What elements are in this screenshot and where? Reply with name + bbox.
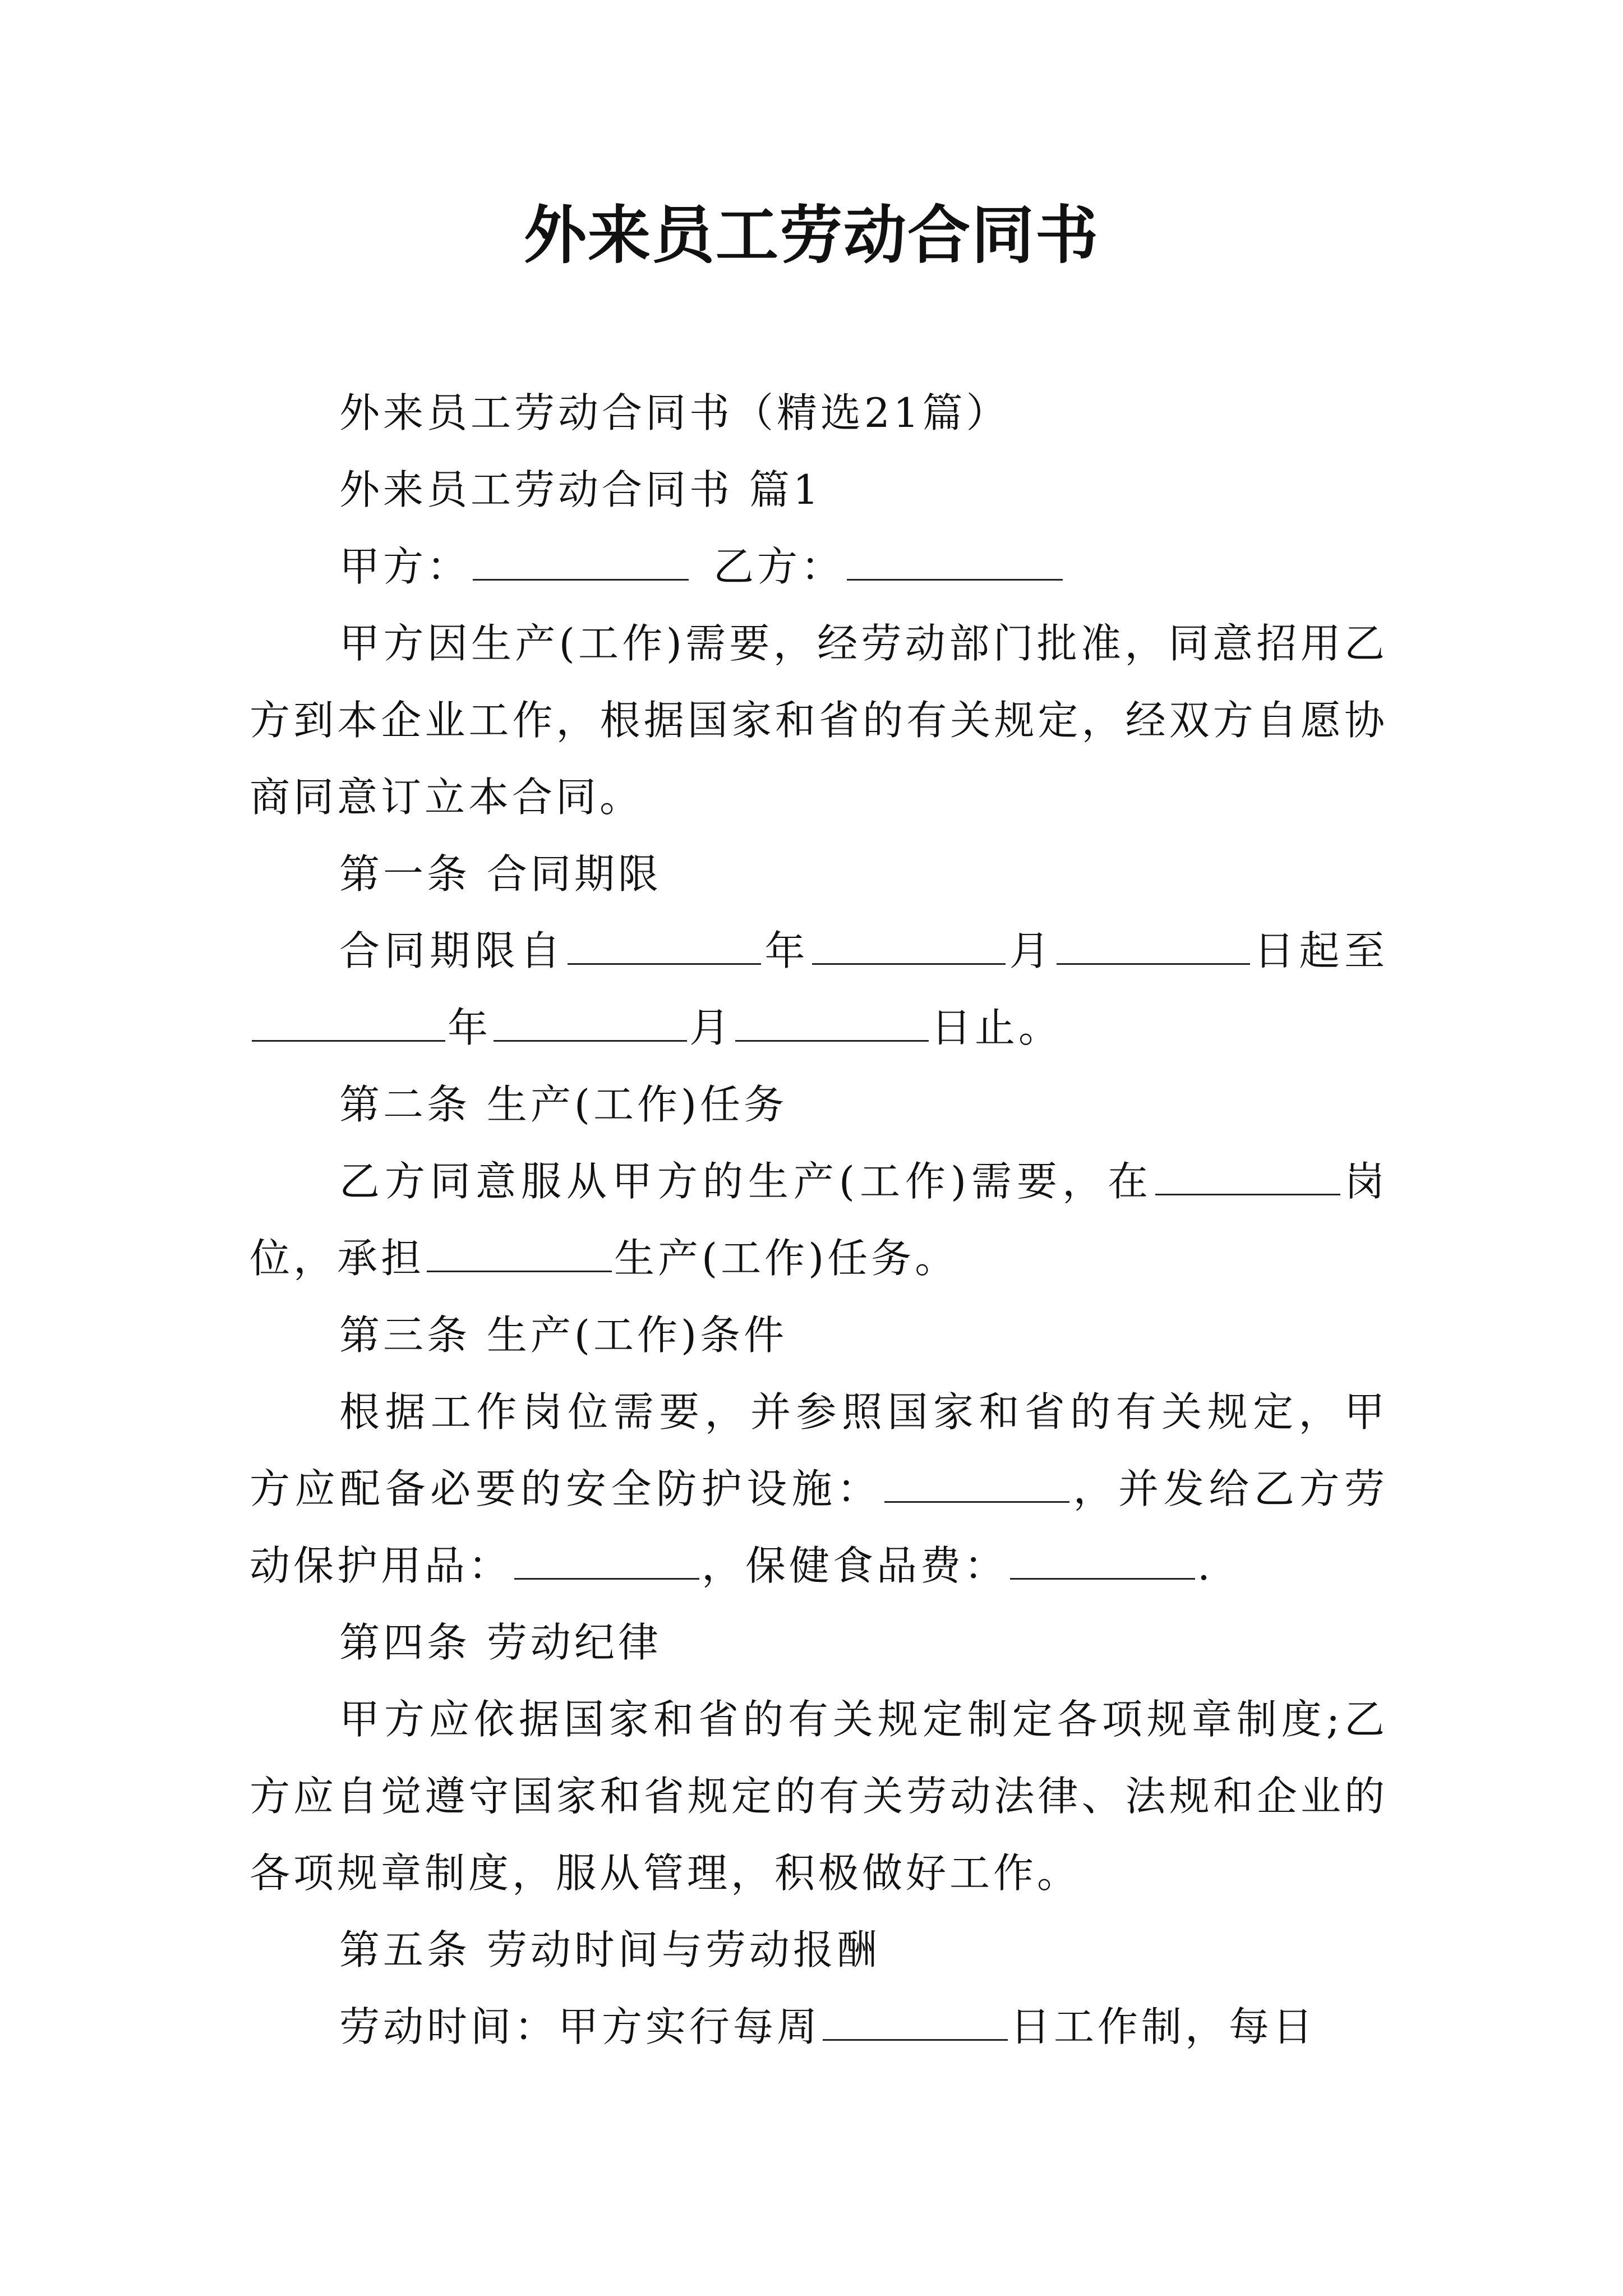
end-day-blank <box>735 1003 929 1042</box>
text-segment: 合同期限自 <box>339 927 565 974</box>
subtitle: 外来员工劳动合同书（精选21篇） <box>339 389 1010 436</box>
safety-facility-blank <box>884 1464 1069 1503</box>
text-segment: ，保健食品费： <box>702 1542 1008 1589</box>
protective-gear-blank <box>514 1541 699 1580</box>
section-2-heading: 第二条 生产(工作)任务 <box>339 1081 788 1128</box>
text-segment: 劳动时间：甲方实行每周 <box>339 2003 821 2050</box>
party-b-blank <box>847 542 1063 581</box>
section-3-heading: 第三条 生产(工作)条件 <box>339 1312 788 1359</box>
position-blank <box>1155 1157 1340 1195</box>
text-segment: 根据工作岗位需要，并参照国家和省的有关规定，甲方应配备必要的安全防护设施： <box>250 1388 1388 1512</box>
text-segment: . <box>1197 1542 1214 1589</box>
document-body <box>250 375 1388 2065</box>
health-food-fee-blank <box>1010 1541 1195 1580</box>
text-segment: 月 <box>1008 927 1055 974</box>
section-1-text <box>250 913 1388 1066</box>
end-month-blank <box>494 1003 687 1042</box>
start-year-blank <box>568 926 761 965</box>
document-title: 外来员工劳动合同书 <box>524 199 1099 272</box>
text-segment: 乙方同意服从甲方的生产(工作)需要，在 <box>339 1158 1153 1205</box>
text-segment: 年 <box>763 927 810 974</box>
text-segment: 日工作制，每日 <box>1010 2003 1317 2050</box>
section-5-heading: 第五条 劳动时间与劳动报酬 <box>339 1926 880 1973</box>
party-b-label: 乙方： <box>713 543 845 590</box>
text-segment: 年 <box>448 1004 492 1051</box>
section-5-text <box>250 1989 1388 2065</box>
text-segment: 日起至 <box>1252 927 1388 974</box>
party-a-blank <box>473 542 689 581</box>
text-segment: 岗位，承担 <box>250 1158 1388 1282</box>
text-segment: 生产(工作)任务。 <box>614 1235 959 1282</box>
work-days-blank <box>823 2002 1008 2041</box>
article-heading: 外来员工劳动合同书 篇1 <box>339 466 822 513</box>
text-segment: ，并发给乙方劳动保护用品： <box>250 1465 1388 1589</box>
task-blank <box>427 1234 612 1272</box>
start-day-blank <box>1057 926 1250 965</box>
start-month-blank <box>812 926 1006 965</box>
party-a-label: 甲方： <box>339 543 471 590</box>
end-year-blank <box>252 1003 445 1042</box>
text-segment: 日止。 <box>931 1004 1063 1051</box>
section-4-text: 甲方应依据国家和省的有关规定制定各项规章制度;乙方应自觉遵守国家和省规定的有关劳动法律、法规和企业的各项规章制度，服从管理，积极做好工作。 <box>250 1696 1388 1897</box>
section-3-text <box>250 1374 1388 1604</box>
text-segment: 月 <box>689 1004 734 1051</box>
parties-line <box>250 528 1388 605</box>
section-1-heading: 第一条 合同期限 <box>339 850 662 898</box>
section-4-heading: 第四条 劳动纪律 <box>339 1619 662 1666</box>
section-2-text <box>250 1143 1388 1297</box>
intro-paragraph: 甲方因生产(工作)需要，经劳动部门批准，同意招用乙方到本企业工作，根据国家和省的有关规定，经双方自愿协商同意订立本合同。 <box>250 620 1388 821</box>
